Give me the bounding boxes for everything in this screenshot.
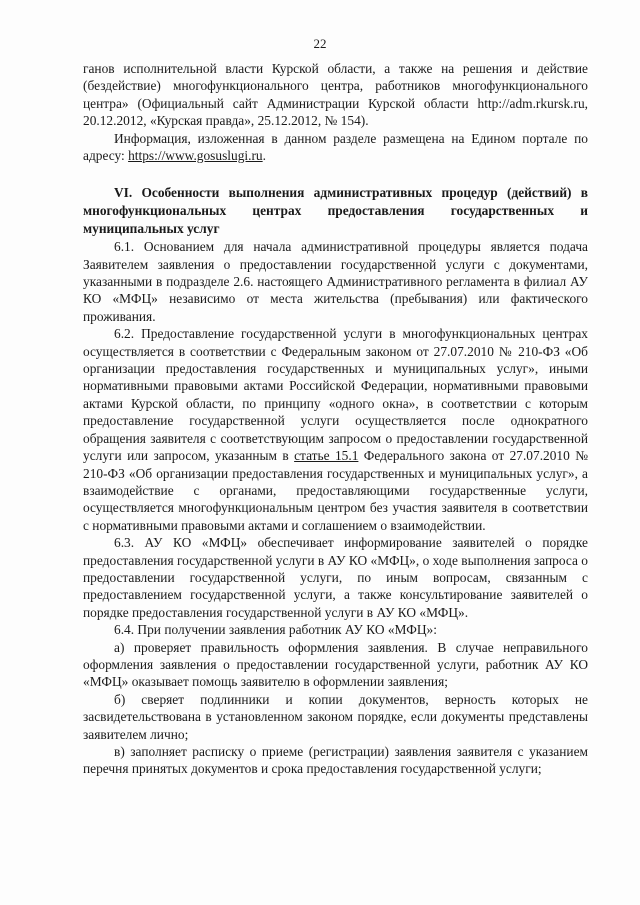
paragraph-6-4: 6.4. При получении заявления работник АУ КО «МФЦ»: <box>114 622 437 638</box>
page-body <box>83 60 588 778</box>
paragraph-6-4-c: в) заполняет расписку о приеме (регистрации) заявления заявителя с указанием перечня принятых документов и срока предоставления государственной услуги; <box>83 744 588 777</box>
portal-info-paragraph <box>83 130 588 165</box>
intro-continuation-paragraph: ганов исполнительной власти Курской области, а также на решения и действие (бездействие) многофункционального центра, работников многофункционального центра» (Официальный сайт Администрации Курской области http://adm.rkursk.ru, 20.12.2012, «Курская правда», 25.12.2012, № 154). <box>83 61 588 129</box>
paragraph-6-2-text-start: 6.2. Предоставление государственной услуги в многофункциональных центрах осуществляется в соответствии с Федеральным законом от 27.07.2010 № 210-ФЗ «Об организации предоставления государственных и муниципальных услуг», иными нормативными правовыми актами Российской Федерации, нормативными правовыми актами Курской области, по принципу «одного окна», в соответствии с которым предоставление государственной услуги осуществляется после однократного обращения заявителя с соответствующим запросом о предоставлении государственной услуги или запросом, указанным в <box>83 326 588 464</box>
page-number: 22 <box>313 36 327 51</box>
paragraph-6-4-a: а) проверяет правильность оформления заявления. В случае неправильного оформления заявления о предоставлении государственной услуги, работник АУ КО «МФЦ» оказывает помощь заявителю в оформлении заявления; <box>83 639 588 690</box>
paragraph-6-1: 6.1. Основанием для начала административной процедуры является подача Заявителем заявления о предоставлении государственной услуги с документами, указанными в подразделе 2.6. настоящего Административного регламента в филиал АУ КО «МФЦ» независимо от места жительства (пребывания) или фактического проживания. <box>83 239 588 324</box>
paragraph-6-4-b: б) сверяет подлинники и копии документов, верность которых не засвидетельствована в установленном законом порядке, если документы представлены заявителем лично; <box>83 691 588 742</box>
article-15-1-link[interactable]: статье 15.1 <box>294 448 359 464</box>
paragraph-6-3: 6.3. АУ КО «МФЦ» обеспечивает информирование заявителей о порядке предоставления государственной услуги в АУ КО «МФЦ», о ходе выполнения запроса о предоставлении государственной услуги, по иным вопросам, связанным с предоставлением государственной услуги, а также консультирование заявителей о порядке предоставления государственной услуги в АУ КО «МФЦ». <box>83 535 588 620</box>
portal-info-end: . <box>262 148 266 164</box>
gosuslugi-portal-link[interactable]: https://www.gosuslugi.ru <box>128 148 263 164</box>
portal-info-text: Информация, изложенная в данном разделе размещена на Едином портале по адресу: <box>83 130 588 164</box>
section-vi-heading: VI. Особенности выполнения административных процедур (действий) в многофункциональных центрах предоставления государственных и муниципальных услуг <box>83 185 588 236</box>
paragraph-6-2 <box>83 325 588 534</box>
paragraph-6-2-text-end: Федерального закона от 27.07.2010 № 210-ФЗ «Об организации предоставления государственных и муниципальных услуг», а взаимодействие с органами, предоставляющими государственные услуги, осуществляется многофункциональным центром без участия заявителя в соответствии с нормативными правовыми актами и соглашением о взаимодействии. <box>83 448 588 533</box>
